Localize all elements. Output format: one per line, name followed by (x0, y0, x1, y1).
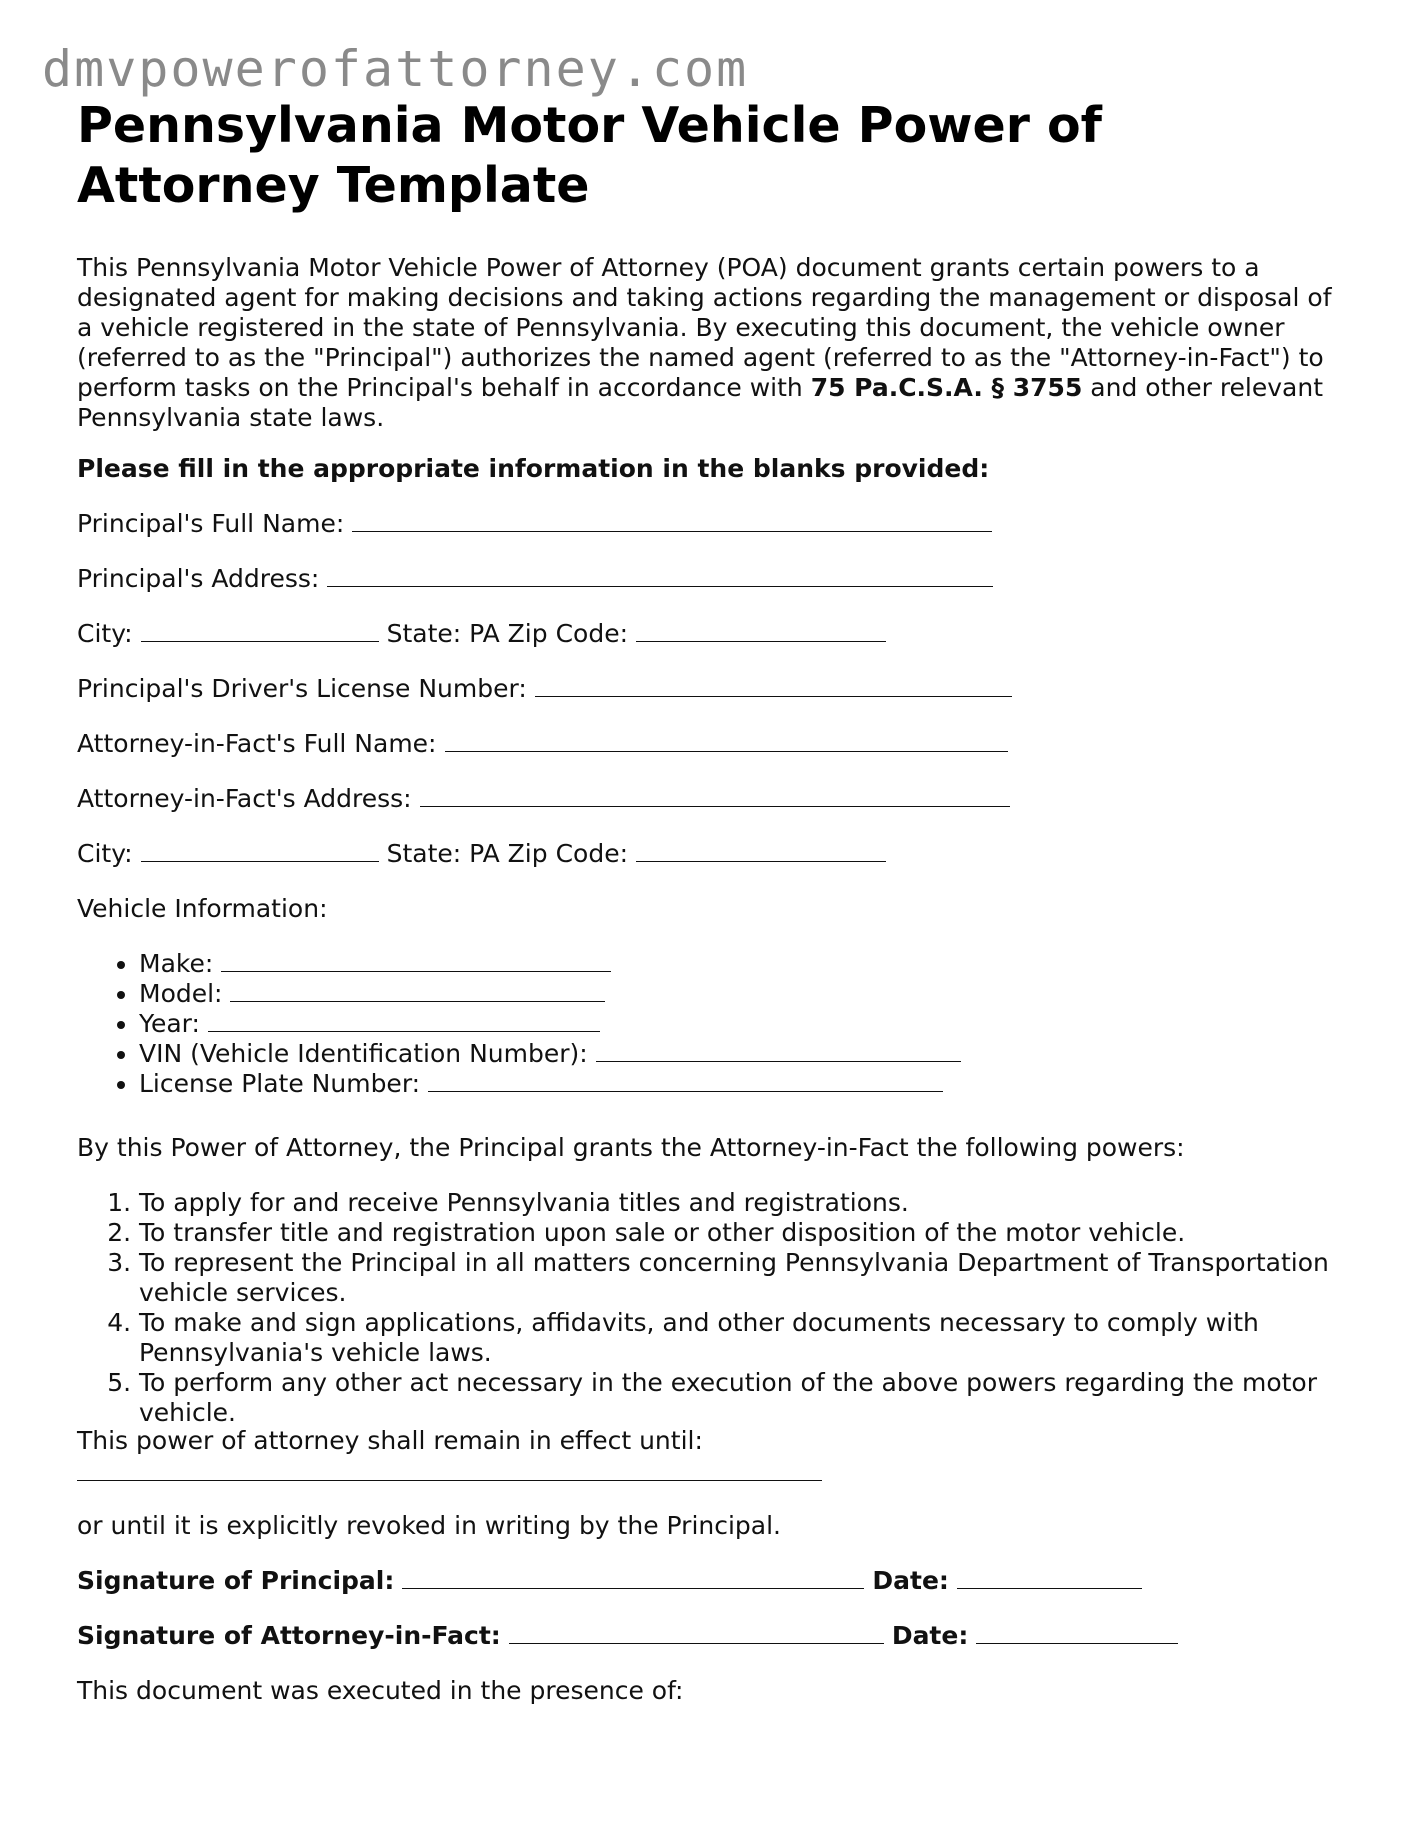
instruction-text: Please fill in the appropriate information in the blanks provided: (77, 454, 990, 483)
vehicle-list (77, 949, 961, 1099)
principal-city-row (77, 619, 886, 649)
list-item (139, 1069, 961, 1099)
principal-name-blank[interactable] (352, 509, 992, 532)
attorney-address-label: Attorney-in-Fact's Address: (77, 784, 412, 813)
attorney-address-blank[interactable] (420, 784, 1010, 807)
attorney-signature-label: Signature of Attorney-in-Fact: (77, 1621, 501, 1650)
vehicle-vin-blank[interactable] (596, 1039, 961, 1062)
principal-signature-row (77, 1566, 1142, 1596)
statute-reference: 75 Pa.C.S.A. § 3755 (810, 373, 1083, 402)
vehicle-model-label: Model: (139, 979, 223, 1008)
principal-signature-label: Signature of Principal: (77, 1566, 395, 1595)
list-item (139, 1009, 961, 1039)
list-item: 2. To transfer title and registration upon sale or other disposition of the motor vehicle. (139, 1218, 1347, 1248)
attorney-address-row (77, 784, 1010, 814)
list-item (139, 949, 961, 979)
list-item (139, 979, 961, 1009)
powers-list (77, 1188, 1347, 1428)
vehicle-year-label: Year: (139, 1009, 200, 1038)
attorney-name-label: Attorney-in-Fact's Full Name: (77, 729, 437, 758)
attorney-zip-blank[interactable] (636, 839, 886, 862)
principal-name-row (77, 509, 992, 539)
attorney-signature-row (77, 1621, 1178, 1651)
document-page (77, 96, 1347, 1705)
date-label: Date: (891, 1621, 969, 1650)
list-item: 4. To make and sign applications, affidavits, and other documents necessary to comply with Pennsylvania's vehicle laws. (139, 1308, 1347, 1368)
attorney-city-blank[interactable] (141, 839, 379, 862)
intro-text-before: This Pennsylvania Motor Vehicle Power of Attorney (POA) document grants certain powers to a designated agent for making decisions and taking actions regarding the management or disposal of a vehicle registered in the state of Pennsylvania. By executing this document, the vehicle owner (referred to as the "Principal") authorizes the named agent (referred to as the "Attorney-in-Fact") to perform tasks on the Principal's behalf in accordance with (77, 253, 1332, 402)
attorney-city-row (77, 839, 886, 869)
vehicle-model-blank[interactable] (230, 979, 605, 1002)
principal-address-blank[interactable] (327, 564, 993, 587)
list-item: 5. To perform any other act necessary in the execution of the above powers regarding the motor vehicle. (139, 1368, 1347, 1428)
page-title: Pennsylvania Motor Vehicle Power of Attorney Template (77, 97, 1102, 214)
principal-zip-blank[interactable] (636, 619, 886, 642)
date-label: Date: (872, 1566, 949, 1595)
list-item: 1. To apply for and receive Pennsylvania titles and registrations. (139, 1188, 1347, 1218)
state-zip-label: State: PA Zip Code: (386, 839, 628, 868)
watermark: dmvpowerofattorney.com (42, 40, 749, 98)
intro-text-after: and other relevant Pennsylvania state laws. (77, 373, 1324, 432)
vehicle-make-blank[interactable] (221, 949, 611, 972)
principal-license-label: Principal's Driver's License Number: (77, 674, 527, 703)
effect-until-blank[interactable] (77, 1458, 822, 1481)
attorney-name-row (77, 729, 1008, 759)
license-plate-label: License Plate Number: (139, 1069, 421, 1098)
attorney-date-blank[interactable] (976, 1621, 1178, 1644)
principal-city-blank[interactable] (141, 619, 379, 642)
city-label: City: (77, 619, 133, 648)
effect-until-text: This power of attorney shall remain in effect until: (77, 1426, 703, 1455)
principal-name-label: Principal's Full Name: (77, 509, 345, 538)
attorney-name-blank[interactable] (445, 729, 1008, 752)
principal-date-blank[interactable] (957, 1566, 1142, 1589)
vehicle-make-label: Make: (139, 949, 214, 978)
vehicle-info-heading: Vehicle Information: (77, 894, 328, 923)
principal-address-row (77, 564, 993, 594)
attorney-signature-blank[interactable] (509, 1621, 884, 1644)
state-zip-label: State: PA Zip Code: (386, 619, 628, 648)
effect-until-row (77, 1458, 822, 1488)
revoked-text: or until it is explicitly revoked in writing by the Principal. (77, 1511, 782, 1540)
license-plate-blank[interactable] (428, 1069, 943, 1092)
list-item (139, 1039, 961, 1069)
vehicle-vin-label: VIN (Vehicle Identification Number): (139, 1039, 588, 1068)
city-label: City: (77, 839, 133, 868)
principal-license-row (77, 674, 1012, 704)
list-item: 3. To represent the Principal in all matters concerning Pennsylvania Department of Transportation vehicle services. (139, 1248, 1347, 1308)
principal-address-label: Principal's Address: (77, 564, 320, 593)
principal-signature-blank[interactable] (402, 1566, 864, 1589)
intro-paragraph (77, 253, 1347, 433)
presence-text: This document was executed in the presence of: (77, 1676, 684, 1705)
principal-license-blank[interactable] (535, 674, 1012, 697)
powers-intro: By this Power of Attorney, the Principal grants the Attorney-in-Fact the following powers: (77, 1133, 1185, 1162)
vehicle-year-blank[interactable] (208, 1009, 600, 1032)
